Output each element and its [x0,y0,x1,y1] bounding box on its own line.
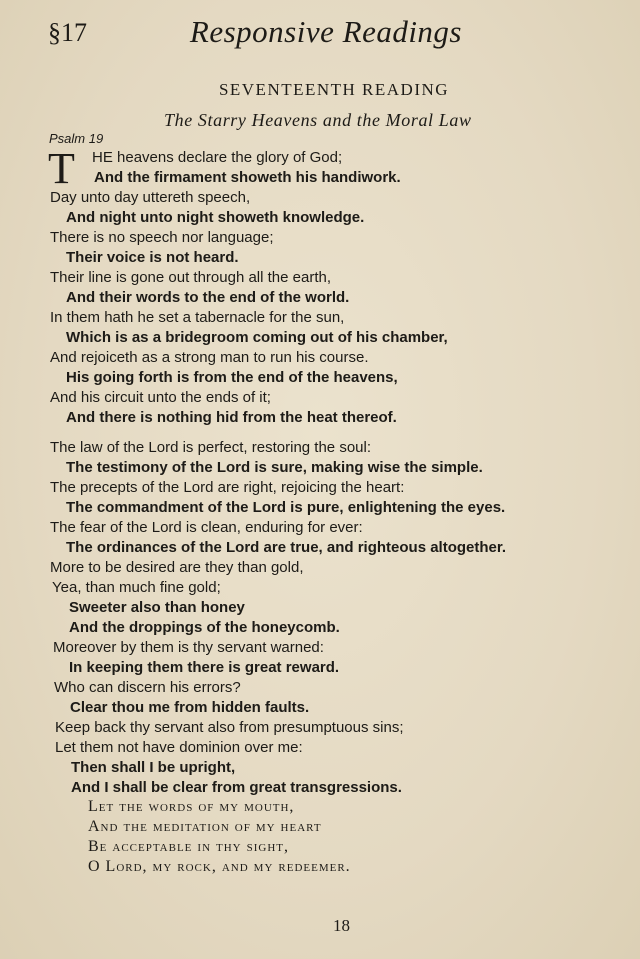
reading-subtitle: The Starry Heavens and the Moral Law [164,110,472,130]
leader-line: And rejoiceth as a strong man to run his course. [50,349,369,366]
leader-line: Moreover by them is thy servant warned: [53,639,324,656]
leader-line: Who can discern his errors? [54,679,241,696]
response-line: And I shall be clear from great transgressions. [71,779,402,796]
leader-line: Let them not have dominion over me: [55,739,303,756]
leader-line: More to be desired are they than gold, [50,559,304,576]
leader-line: The fear of the Lord is clean, enduring for ever: [50,519,363,536]
leader-line: Their line is gone out through all the earth, [50,269,332,286]
leader-line: HE heavens declare the glory of God; [92,149,343,166]
drop-cap: T [48,144,75,193]
leader-line: Yea, than much fine gold; [52,579,221,596]
response-line: Which is as a bridegroom coming out of his chamber, [66,329,448,346]
leader-line: The law of the Lord is perfect, restoring the soul: [50,439,371,456]
response-line: The commandment of the Lord is pure, enlightening the eyes. [66,499,506,516]
response-line: Sweeter also than honey [69,599,245,616]
response-line: The testimony of the Lord is sure, making wise the simple. [66,459,483,476]
section-number: §17 [48,18,87,47]
leader-line: And his circuit unto the ends of it; [50,389,271,406]
reading-title: SEVENTEENTH READING [218,80,450,99]
running-header-title: Responsive Readings [189,14,462,49]
response-line: Clear thou me from hidden faults. [70,699,310,716]
leader-line: Day unto day uttereth speech, [50,189,251,206]
response-line: And their words to the end of the world. [66,289,350,306]
response-line: His going forth is from the end of the heavens, [66,369,398,386]
response-line: The ordinances of the Lord are true, and righteous altogether. [66,539,507,556]
leader-line: The precepts of the Lord are right, rejoicing the heart: [50,479,405,496]
response-line: And there is nothing hid from the heat thereof. [66,409,397,426]
response-line: And the firmament showeth his handiwork. [94,169,401,186]
closing-line: O Lord, my rock, and my redeemer. [88,858,351,875]
closing-line: Be acceptable in thy sight, [88,838,290,855]
page-number: 18 [333,916,350,935]
psalm-reference: Psalm 19 [49,131,104,146]
response-line: In keeping them there is great reward. [69,659,340,676]
leader-line: Keep back thy servant also from presumptuous sins; [55,719,404,736]
closing-line: And the meditation of my heart [88,818,322,835]
response-line: And the droppings of the honeycomb. [69,619,340,636]
response-line: And night unto night showeth knowledge. [66,209,365,226]
leader-line: In them hath he set a tabernacle for the sun, [50,309,345,326]
closing-line: Let the words of my mouth, [88,798,295,815]
response-line: Then shall I be upright, [71,759,236,776]
leader-line: There is no speech nor language; [50,229,274,246]
response-line: Their voice is not heard. [66,249,239,266]
